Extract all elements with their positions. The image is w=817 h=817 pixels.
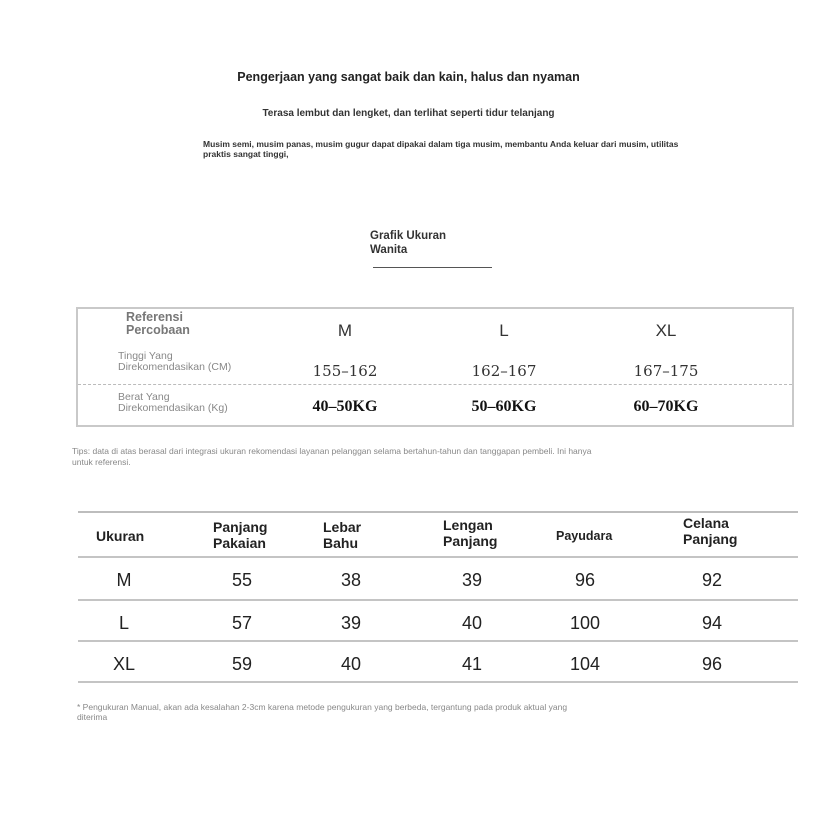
header-lengan-panjang-line2: Panjang: [443, 533, 498, 549]
reference-size-row: [78, 309, 792, 349]
dashed-divider: [78, 384, 792, 385]
row-l-celana-panjang: 94: [701, 613, 723, 633]
header-payudara-text: Payudara: [556, 529, 613, 543]
reference-table: [76, 307, 794, 427]
height-l: 162–167: [471, 362, 537, 380]
row-xl-lebar-bahu: 40: [340, 654, 362, 674]
title-underline: [373, 267, 492, 268]
row-xl-size: XL: [112, 654, 136, 674]
header-payudara: [556, 528, 612, 544]
height-label-line2: Direkomendasikan (CM): [118, 361, 232, 373]
weight-label-line1: Berat Yang: [118, 391, 170, 403]
reference-size-xl: XL: [655, 321, 677, 340]
row-m-size: M: [116, 570, 132, 590]
reference-header-label: [126, 311, 190, 337]
tips-note: Tips: data di atas berasal dari integrasi ukuran rekomendasi layanan pelanggan selama bertahun-tahun dan tanggapan pembeli. Ini hanya untuk referensi.: [72, 446, 592, 467]
row-l-size: L: [118, 613, 129, 633]
header-lengan-panjang-line1: Lengan: [443, 517, 493, 533]
headline: Pengerjaan yang sangat baik dan kain, halus dan nyaman: [237, 70, 580, 84]
header-panjang-pakaian-line2: Pakaian: [213, 535, 266, 551]
size-chart-title: [370, 229, 500, 257]
weight-m: 40–50KG: [312, 398, 378, 415]
row-l-panjang-pakaian: 57: [231, 613, 253, 633]
table-row: [78, 642, 798, 682]
row-xl-celana-panjang: 96: [701, 654, 723, 674]
weight-xl: 60–70KG: [633, 398, 699, 415]
header-ukuran-text: Ukuran: [96, 528, 145, 544]
header-celana-panjang: [683, 515, 737, 547]
header-celana-panjang-line2: Panjang: [683, 531, 738, 547]
table-bottom-border: [78, 681, 798, 683]
weight-l: 50–60KG: [471, 398, 537, 415]
measurement-footnote: * Pengukuran Manual, akan ada kesalahan 2-3cm karena metode pengukuran yang berbeda, tergantung pada produk aktual yang diterima: [77, 702, 568, 722]
table-row: [78, 601, 798, 641]
header-lebar-bahu-line1: Lebar: [323, 519, 362, 535]
row-m-lengan-panjang: 39: [461, 570, 483, 590]
header-panjang-pakaian: [213, 519, 267, 551]
row-xl-panjang-pakaian: 59: [231, 654, 253, 674]
row-xl-payudara: 104: [569, 654, 601, 674]
size-table-header: [78, 513, 798, 558]
reference-header-label-line2: Percobaan: [126, 323, 190, 337]
header-lebar-bahu-line2: Bahu: [323, 535, 358, 551]
weight-label-line2: Direkomendasikan (Kg): [118, 402, 228, 414]
row-l-lengan-panjang: 40: [461, 613, 483, 633]
row-m-payudara: 96: [574, 570, 596, 590]
season-description: Musim semi, musim panas, musim gugur dapat dipakai dalam tiga musim, membantu Anda keluar dari musim, utilitas praktis sangat tinggi,: [203, 139, 679, 159]
weight-label: [118, 392, 228, 414]
reference-weight-row: [78, 388, 792, 425]
reference-height-row: [78, 350, 792, 384]
row-m-panjang-pakaian: 55: [231, 570, 253, 590]
height-xl: 167–175: [633, 362, 699, 380]
header-panjang-pakaian-line1: Panjang: [213, 519, 268, 535]
height-label: [118, 351, 231, 373]
row-m-lebar-bahu: 38: [340, 570, 362, 590]
reference-size-l: L: [499, 321, 509, 340]
table-row: [78, 558, 798, 599]
subheadline: Terasa lembut dan lengket, dan terlihat seperti tidur telanjang: [262, 108, 555, 119]
header-lengan-panjang: [443, 517, 497, 549]
row-m-celana-panjang: 92: [701, 570, 723, 590]
reference-size-m: M: [337, 321, 353, 340]
size-chart-title-line2: Wanita: [370, 244, 408, 256]
height-label-line1: Tinggi Yang: [118, 350, 173, 362]
row-xl-lengan-panjang: 41: [461, 654, 483, 674]
height-m: 155–162: [312, 362, 378, 380]
reference-header-label-line1: Referensi: [126, 310, 183, 324]
header-lebar-bahu: [323, 519, 361, 551]
row-l-payudara: 100: [569, 613, 601, 633]
row-l-lebar-bahu: 39: [340, 613, 362, 633]
size-chart-title-line1: Grafik Ukuran: [370, 230, 447, 242]
header-celana-panjang-line1: Celana: [683, 515, 729, 531]
header-ukuran: [96, 528, 144, 544]
